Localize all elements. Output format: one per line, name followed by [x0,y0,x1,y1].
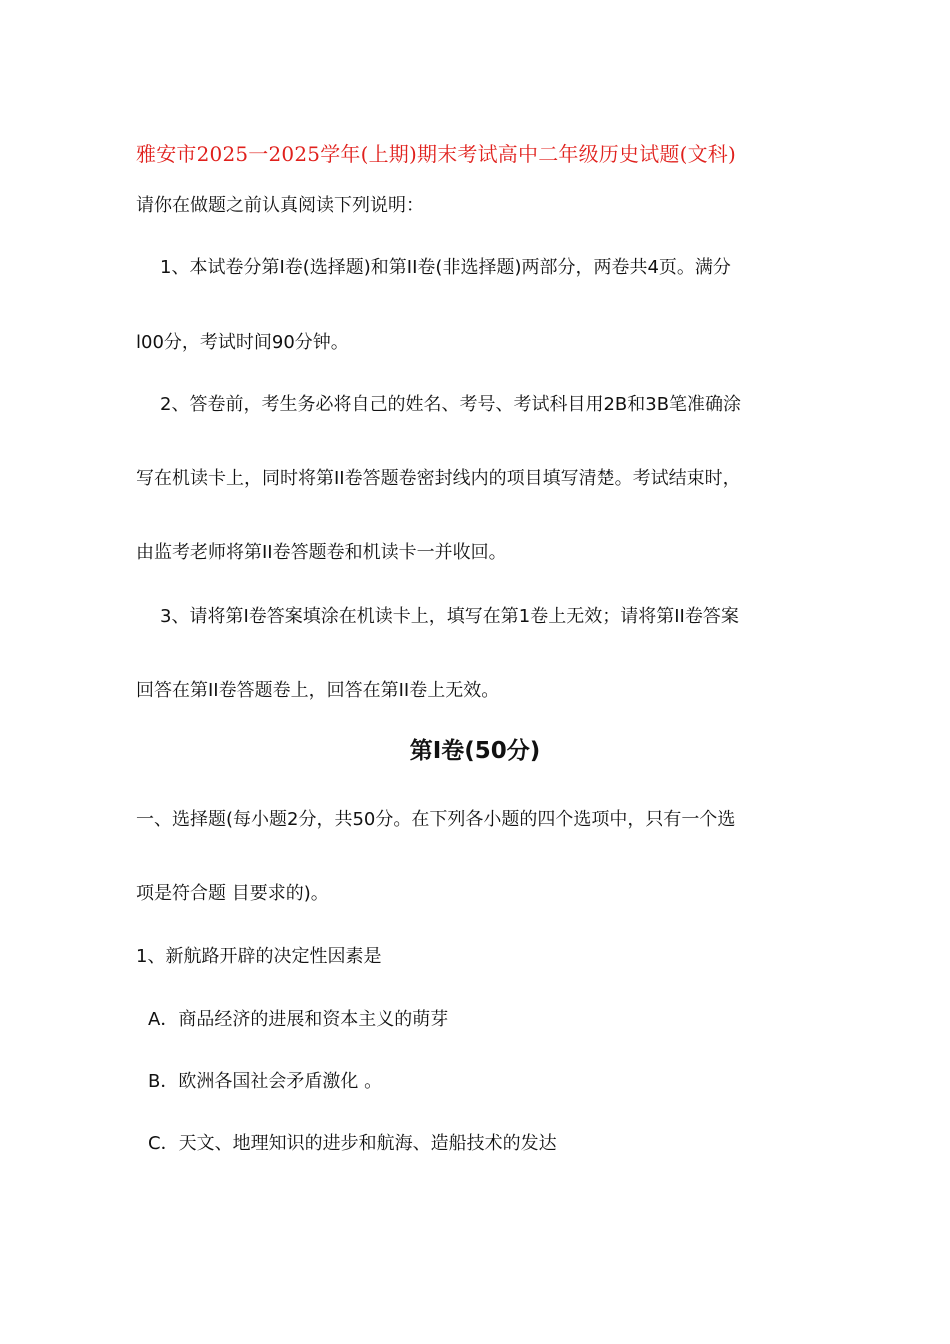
section-intro-line-1: 一、选择题(每小题2分，共50分。在下列各小题的四个选项中，只有一个选 [136,809,736,830]
question-1-option-b: B．欧洲各国社会矛盾激化 。 [148,1071,383,1092]
section-intro-line-2: 项是符合题 目要求的)。 [136,883,329,904]
instruction-2-line-1: 2、答卷前，考生务必将自己的姓名、考号、考试科目用2B和3B笔准确涂 [160,394,742,415]
intro-text: 请你在做题之前认真阅读下列说明： [136,195,424,216]
instruction-1-line-2: l00分，考试时间90分钟。 [136,332,349,353]
question-1-option-c: C．天文、地理知识的进步和航海、造船技术的发达 [148,1133,557,1154]
instruction-3-line-1: 3、请将第I卷答案填涂在机读卡上，填写在第1卷上无效；请将第II卷答案 [160,606,739,627]
instruction-3-line-2: 回答在第II卷答题卷上，回答在第II卷上无效。 [136,680,500,701]
instruction-1-line-1: 1、本试卷分第I卷(选择题)和第II卷(非选择题)两部分，两卷共4页。满分 [160,257,731,278]
exam-title: 雅安市2025一2025学年(上期)期末考试高中二年级历史试题(文科) [136,142,737,166]
section-title: 第I卷(50分) [409,738,541,764]
instruction-2-line-2: 写在机读卡上，同时将第II卷答题卷密封线内的项目填写清楚。考试结束时， [136,468,741,489]
question-1-option-a: A．商品经济的进展和资本主义的萌芽 [148,1009,449,1030]
instruction-2-line-3: 由监考老师将第II卷答题卷和机读卡一并收回。 [136,542,507,563]
question-1-stem: 1、新航路开辟的决定性因素是 [136,946,382,967]
